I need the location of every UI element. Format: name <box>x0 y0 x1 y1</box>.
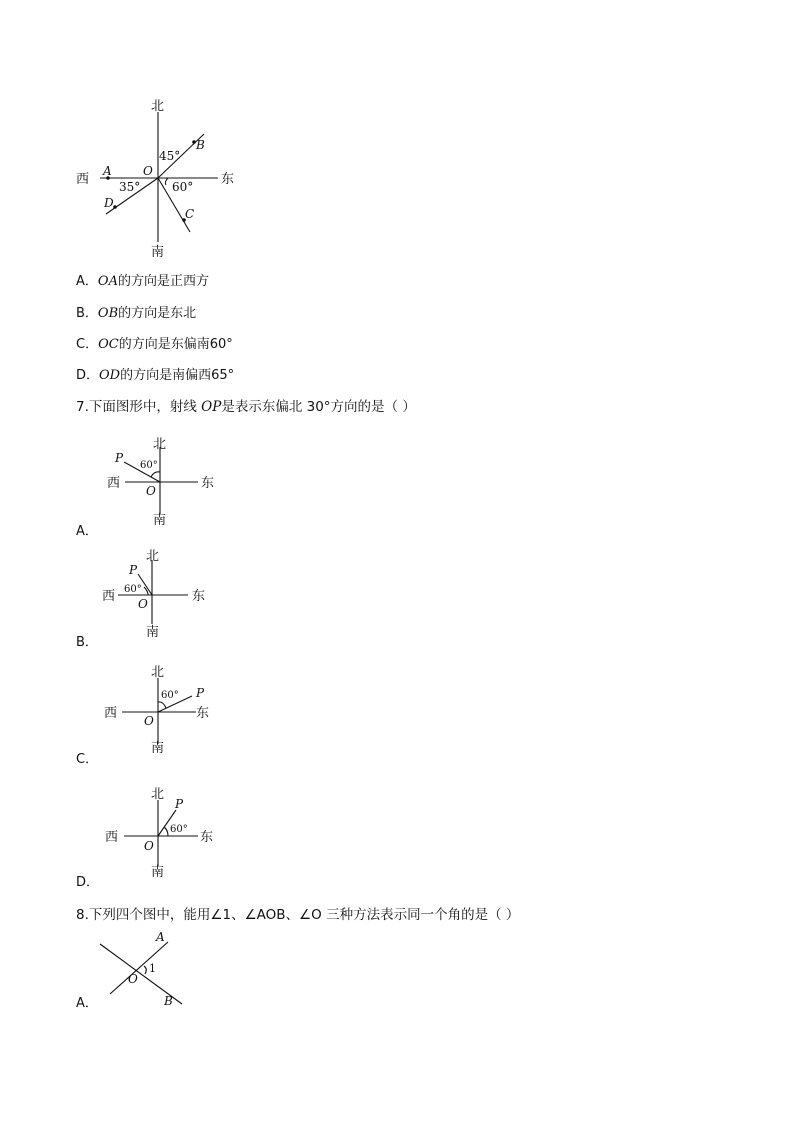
angle-arc <box>158 702 166 708</box>
q7-option-c[interactable]: C． <box>76 752 99 767</box>
angle-arc-1 <box>144 966 146 974</box>
q6-option-c[interactable]: C．OC的方向是东偏南60° <box>76 337 233 352</box>
q6-option-d[interactable]: D．OD的方向是南偏西65° <box>76 368 235 383</box>
angle-label: 60° <box>140 460 158 471</box>
east-label: 东 <box>192 589 206 604</box>
angle-label: 60° <box>170 824 188 835</box>
west-label: 西 <box>107 476 121 491</box>
angle-label-60: 60° <box>172 180 194 194</box>
south-label: 南 <box>151 741 165 756</box>
angle-arc <box>151 472 160 477</box>
question-8: 8.下列四个图中，能用∠1、∠AOB、∠O 三种方法表示同一个角的是（ ） <box>76 907 520 923</box>
east-label: 东 <box>200 830 214 845</box>
label-o: O <box>144 714 154 728</box>
label-p: P <box>196 686 205 700</box>
q8-option-a[interactable]: A． <box>76 996 98 1011</box>
q7-figure-c <box>98 660 228 760</box>
line-oa <box>110 942 168 994</box>
south-label: 南 <box>153 513 167 528</box>
angle-label: 60° <box>124 584 142 595</box>
west-label: 西 <box>76 172 90 187</box>
east-label: 东 <box>221 172 235 187</box>
q6-compass-figure <box>70 92 250 264</box>
west-label: 西 <box>102 589 116 604</box>
q7-figure-b <box>96 546 226 641</box>
angle-arc-oc <box>165 178 168 185</box>
north-label: 北 <box>151 787 165 802</box>
q6-option-b[interactable]: B．OB的方向是东北 <box>76 306 197 321</box>
label-p: P <box>175 797 184 811</box>
west-label: 西 <box>104 706 118 721</box>
label-p: P <box>129 563 138 577</box>
q7-figure-a <box>100 432 230 532</box>
q7-option-b[interactable]: B． <box>76 635 98 650</box>
question-7: 7.下面图形中，射线 OP是表示东偏北 30°方向的是（ ） <box>76 399 416 415</box>
angle-label-45: 45° <box>159 149 181 163</box>
label-1: 1 <box>149 962 156 975</box>
label-c: C <box>185 207 195 221</box>
label-a: A <box>156 930 165 944</box>
east-label: 东 <box>201 476 215 491</box>
label-b: B <box>196 138 205 152</box>
south-label: 南 <box>151 865 165 880</box>
label-a: A <box>103 164 112 178</box>
east-label: 东 <box>196 706 210 721</box>
point-d <box>113 205 117 209</box>
q6-option-a[interactable]: A．OA的方向是正西方 <box>76 274 209 289</box>
q7-figure-d <box>100 782 230 882</box>
label-o: O <box>143 164 153 178</box>
label-d: D <box>104 196 114 210</box>
south-label: 南 <box>146 625 160 640</box>
q8-figure-a <box>96 928 196 1010</box>
angle-label: 60° <box>161 690 179 701</box>
north-label: 北 <box>146 549 160 564</box>
label-o: O <box>128 972 138 986</box>
north-label: 北 <box>153 437 167 452</box>
q7-option-d[interactable]: D． <box>76 875 100 890</box>
west-label: 西 <box>105 830 119 845</box>
label-o: O <box>146 484 156 498</box>
q7-option-a[interactable]: A． <box>76 524 98 539</box>
label-o: O <box>138 597 148 611</box>
label-p: P <box>115 451 124 465</box>
angle-label-35: 35° <box>119 180 141 194</box>
north-label: 北 <box>151 665 165 680</box>
label-o: O <box>144 839 154 853</box>
label-b: B <box>164 994 173 1008</box>
angle-arc <box>164 827 168 836</box>
north-label: 北 <box>151 99 165 114</box>
south-label: 南 <box>151 245 165 260</box>
